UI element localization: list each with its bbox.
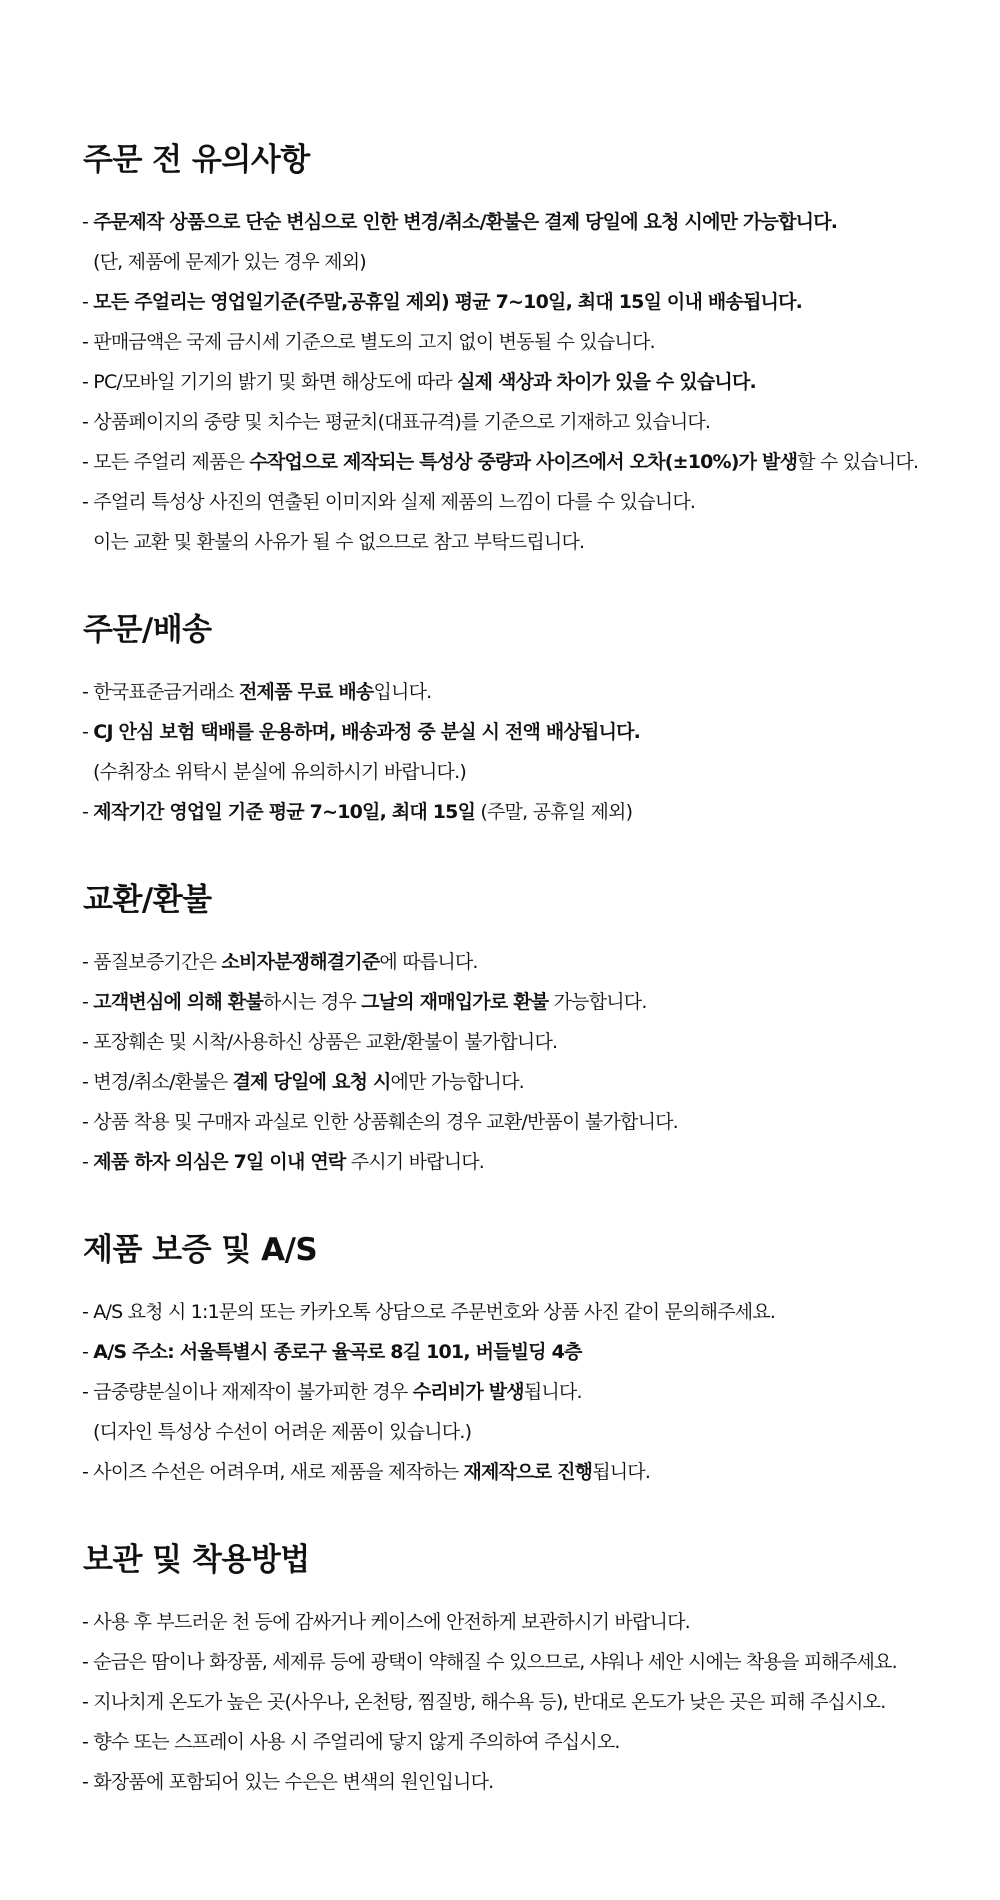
notice-line xyxy=(82,1602,1000,1642)
line-text: 입니다. xyxy=(373,681,432,703)
line-text: - PC/모바일 기기의 밝기 및 화면 해상도에 따라 xyxy=(82,371,458,393)
line-text: - A/S 요청 시 1:1문의 또는 카카오톡 상담으로 주문번호와 상품 사진 같이 문의해주세요. xyxy=(82,1301,776,1323)
line-text: 하시는 경우 xyxy=(262,991,362,1013)
line-text: - xyxy=(82,991,94,1013)
line-text: 됩니다. xyxy=(523,1381,582,1403)
notice-line xyxy=(82,982,1000,1022)
notice-line xyxy=(82,1642,1000,1682)
emphasis-text: 전제품 무료 배송 xyxy=(238,681,374,703)
section-lines xyxy=(82,1602,1000,1802)
emphasis-text: 모든 주얼리는 영업일기준(주말,공휴일 제외) 평균 7~10일, 최대 15일 이내 배송됩니다. xyxy=(93,291,803,313)
section-lines xyxy=(82,1292,1000,1492)
notice-line xyxy=(82,752,1000,792)
emphasis-text: A/S 주소: 서울특별시 종로구 율곡로 8길 101, 버들빌딩 4층 xyxy=(93,1341,582,1363)
emphasis-text: 고객변심에 의해 환불 xyxy=(93,991,263,1013)
emphasis-text: 제품 하자 의심은 7일 이내 연락 xyxy=(93,1151,346,1173)
section-title: 보관 및 착용방법 xyxy=(83,1542,310,1578)
notice-line xyxy=(82,1452,1000,1492)
emphasis-text: 소비자분쟁해결기준 xyxy=(221,951,380,973)
notice-line xyxy=(82,322,1000,362)
section-lines xyxy=(82,202,1000,562)
section-order-shipping xyxy=(82,610,1000,832)
line-text: - 지나치게 온도가 높은 곳(사우나, 온천탕, 찜질방, 해수욕 등), 반대로 온도가 낮은 곳은 피해 주십시오. xyxy=(82,1691,886,1713)
line-text: - 화장품에 포함되어 있는 수은은 변색의 원인입니다. xyxy=(82,1771,494,1793)
notice-line xyxy=(82,282,1000,322)
notice-line xyxy=(82,1372,1000,1412)
line-text: - xyxy=(82,721,94,743)
line-text: - 주얼리 특성상 사진의 연출된 이미지와 실제 제품의 느낌이 다를 수 있습니다. xyxy=(82,491,696,513)
emphasis-text: 재제작으로 진행 xyxy=(463,1461,593,1483)
notice-line xyxy=(82,1142,1000,1182)
line-text: - 사용 후 부드러운 천 등에 감싸거나 케이스에 안전하게 보관하시기 바랍니다. xyxy=(82,1611,690,1633)
line-text: (주말, 공휴일 제외) xyxy=(475,801,633,823)
line-text: 됩니다. xyxy=(592,1461,651,1483)
emphasis-text: 수리비가 발생 xyxy=(412,1381,524,1403)
notice-line xyxy=(82,522,1000,562)
emphasis-text: 실제 색상과 차이가 있을 수 있습니다. xyxy=(457,371,756,393)
notice-line xyxy=(82,482,1000,522)
notice-line xyxy=(82,1762,1000,1802)
line-text: (수취장소 위탁시 분실에 유의하시기 바랍니다.) xyxy=(93,761,466,783)
line-text: 할 수 있습니다. xyxy=(797,451,919,473)
section-storage-care xyxy=(82,1540,1000,1802)
line-text: 에 따릅니다. xyxy=(379,951,478,973)
notice-line xyxy=(82,712,1000,752)
line-text: - 순금은 땀이나 화장품, 세제류 등에 광택이 약해질 수 있으므로, 샤워나 세안 시에는 착용을 피해주세요. xyxy=(82,1651,897,1673)
section-title: 교환/환불 xyxy=(83,882,212,918)
line-text: - xyxy=(82,801,94,823)
line-text: - 금중량분실이나 재제작이 불가피한 경우 xyxy=(82,1381,413,1403)
line-text: - 상품페이지의 중량 및 치수는 평균치(대표규격)를 기준으로 기재하고 있습니다. xyxy=(82,411,711,433)
line-text: 가능합니다. xyxy=(548,991,647,1013)
notice-line xyxy=(82,402,1000,442)
line-text: - 품질보증기간은 xyxy=(82,951,222,973)
line-text: - xyxy=(82,291,94,313)
notice-line xyxy=(82,942,1000,982)
section-lines xyxy=(82,942,1000,1182)
line-text: - 한국표준금거래소 xyxy=(82,681,239,703)
line-text: - 변경/취소/환불은 xyxy=(82,1071,233,1093)
line-text: - xyxy=(82,1341,94,1363)
notice-line xyxy=(82,202,1000,242)
line-text: 이는 교환 및 환불의 사유가 될 수 없으므로 참고 부탁드립니다. xyxy=(93,531,585,553)
emphasis-text: 주문제작 상품으로 단순 변심으로 인한 변경/취소/환불은 결제 당일에 요청 시에만 가능합니다. xyxy=(93,211,838,233)
emphasis-text: CJ 안심 보험 택배를 운용하며, 배송과정 중 분실 시 전액 배상됩니다. xyxy=(93,721,641,743)
notice-line xyxy=(82,362,1000,402)
section-warranty-as xyxy=(82,1230,1000,1492)
emphasis-text: 결제 당일에 요청 시 xyxy=(232,1071,391,1093)
section-exchange-refund xyxy=(82,880,1000,1182)
notice-line xyxy=(82,442,1000,482)
notice-line xyxy=(82,792,1000,832)
line-text: - 상품 착용 및 구매자 과실로 인한 상품훼손의 경우 교환/반품이 불가합니다. xyxy=(82,1111,678,1133)
emphasis-text: 수작업으로 제작되는 특성상 중량과 사이즈에서 오차(±10%)가 발생 xyxy=(249,451,798,473)
notice-line xyxy=(82,1682,1000,1722)
section-lines xyxy=(82,672,1000,832)
section-title: 제품 보증 및 A/S xyxy=(83,1232,318,1268)
section-pre-order-notice xyxy=(82,140,1000,562)
line-text: - 포장훼손 및 시착/사용하신 상품은 교환/환불이 불가합니다. xyxy=(82,1031,558,1053)
line-text: - 모든 주얼리 제품은 xyxy=(82,451,250,473)
notice-line xyxy=(82,1412,1000,1452)
section-title: 주문/배송 xyxy=(83,612,212,648)
line-text: - xyxy=(82,1151,94,1173)
notice-line xyxy=(82,1332,1000,1372)
emphasis-text: 그날의 재매입가로 환불 xyxy=(361,991,549,1013)
notice-line xyxy=(82,1722,1000,1762)
notice-line xyxy=(82,672,1000,712)
notice-line xyxy=(82,1102,1000,1142)
emphasis-text: 제작기간 영업일 기준 평균 7~10일, 최대 15일 xyxy=(93,801,476,823)
line-text: - 판매금액은 국제 금시세 기준으로 별도의 고지 없이 변동될 수 있습니다. xyxy=(82,331,655,353)
notice-line xyxy=(82,1292,1000,1332)
section-title: 주문 전 유의사항 xyxy=(83,142,310,178)
line-text: (단, 제품에 문제가 있는 경우 제외) xyxy=(93,251,366,273)
notice-line xyxy=(82,242,1000,282)
line-text: 주시기 바랍니다. xyxy=(345,1151,485,1173)
line-text: 에만 가능합니다. xyxy=(390,1071,524,1093)
line-text: - 향수 또는 스프레이 사용 시 주얼리에 닿지 않게 주의하여 주십시오. xyxy=(82,1731,620,1753)
line-text: (디자인 특성상 수선이 어려운 제품이 있습니다.) xyxy=(93,1421,472,1443)
notice-line xyxy=(82,1062,1000,1102)
notice-line xyxy=(82,1022,1000,1062)
line-text: - xyxy=(82,211,94,233)
line-text: - 사이즈 수선은 어려우며, 새로 제품을 제작하는 xyxy=(82,1461,464,1483)
